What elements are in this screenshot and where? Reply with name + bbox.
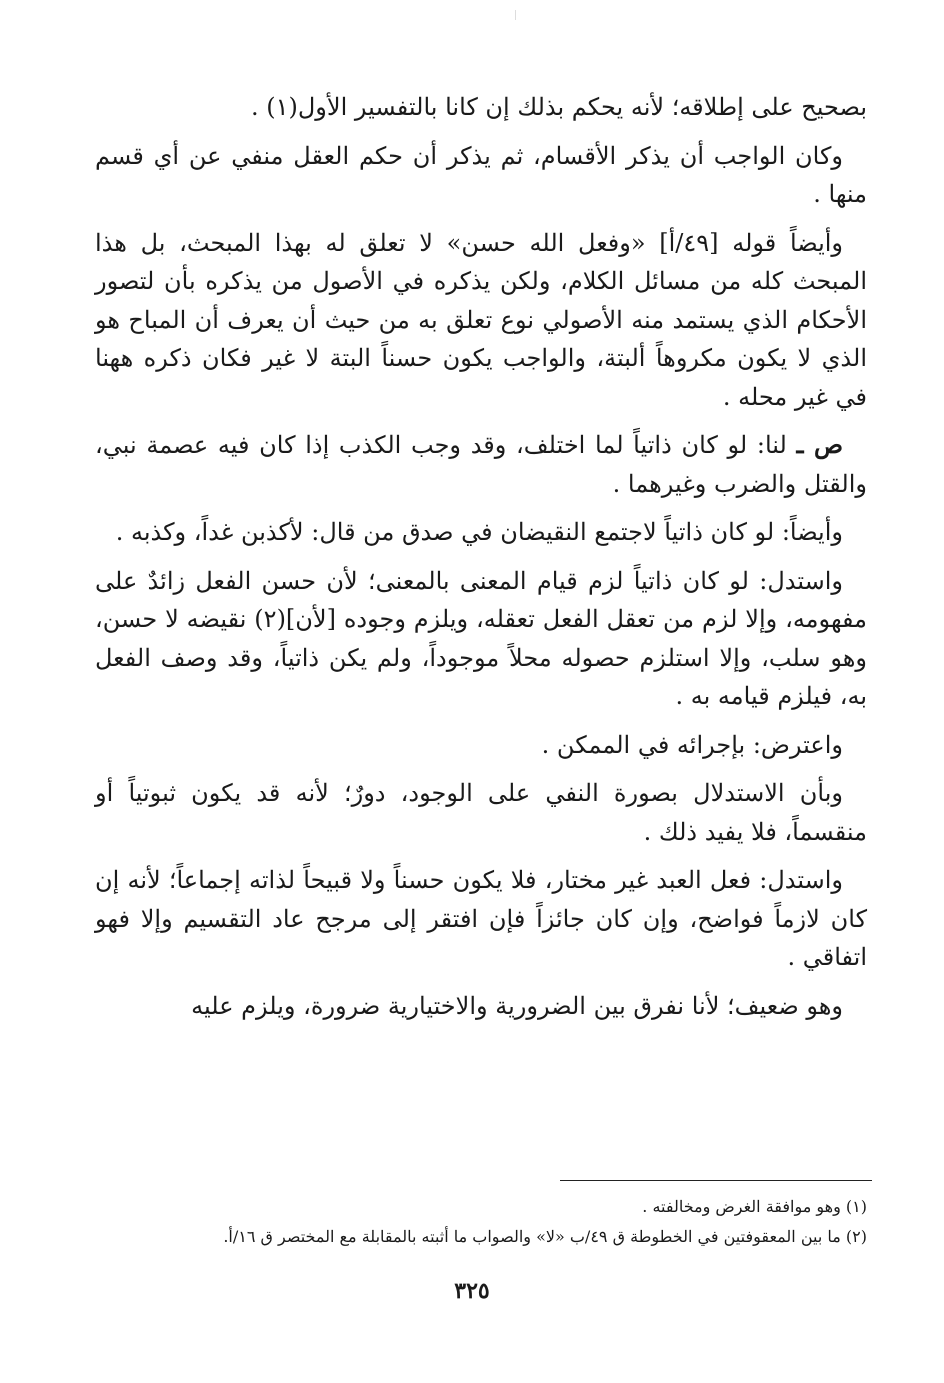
paragraph-10: وهو ضعيف؛ لأنا نفرق بين الضرورية والاختيارية ضرورة، ويلزم عليه xyxy=(191,991,843,1020)
paragraph-2: وكان الواجب أن يذكر الأقسام، ثم يذكر أن حكم العقل منفي عن أي قسم منها . xyxy=(95,141,867,208)
paragraph-4 xyxy=(95,426,867,503)
top-mark xyxy=(515,10,516,20)
footnotes xyxy=(95,1192,867,1252)
paragraph-8: وبأن الاستدلال بصورة النفي على الوجود، دورٌ؛ لأنه قد يكون ثبوتياً أو منقسماً، فلا يفيد ذلك . xyxy=(95,779,867,846)
page-number: ٣٢٥ xyxy=(454,1278,490,1304)
main-text xyxy=(95,88,867,1035)
paragraph-4-text: لنا: لو كان ذاتياً لما اختلف، وقد وجب الكذب إذا كان فيه عصمة نبي، والقتل والضرب وغيرهما . xyxy=(95,431,867,498)
paragraph-5: وأيضاً: لو كان ذاتياً لاجتمع النقيضان في صدق من قال: لأكذبن غداً، وكذبه . xyxy=(115,518,843,546)
footnote-1: (١) وهو موافقة الغرض ومخالفته . xyxy=(642,1197,867,1216)
paragraph-1: بصحيح على إطلاقه؛ لأنه يحكم بذلك إن كانا بالتفسير الأول(١) . xyxy=(250,93,867,121)
paragraph-7: واعترض: بإجرائه في الممكن . xyxy=(541,730,843,759)
paragraph-9: واستدل: فعل العبد غير مختار، فلا يكون حسناً ولا قبيحاً لذاته إجماعاً؛ لأنه إن كان لازماً فواضح، وإن كان جائزاً فإن افتقر إلى مرجح عاد التقسيم وإلا فهو اتفاقي . xyxy=(95,866,867,971)
section-tag: ص ـ xyxy=(796,430,844,459)
footnote-divider xyxy=(560,1180,872,1181)
footnote-2: (٢) ما بين المعقوفتين في الخطوطة ق ٤٩/ب «لا» والصواب ما أثبته بالمقابلة مع المختصر ق ١٦/أ. xyxy=(223,1227,867,1246)
paragraph-3: وأيضاً قوله [٤٩/أ] «وفعل الله حسن» لا تعلق له بهذا المبحث، بل هذا المبحث كله من مسائل الكلام، ولكن يذكره في الأصول من يذكره بأن لتصور الأحكام الذي يستمد منه الأصولي نوع تعلق به من حيث أن يعرف أن المباح هو الذي لا يكون مكروهاً ألبتة، والواجب يكون حسناً البتة لا غير فكان ذكره ههنا في غير محله . xyxy=(95,228,868,411)
paragraph-6: واستدل: لو كان ذاتياً لزم قيام المعنى بالمعنى؛ لأن حسن الفعل زائدٌ على مفهومه، وإلا لزم من تعقل الفعل تعقله، ويلزم وجوده [لأن](٢) نقيضه لا حسن، وهو سلب، وإلا استلزم حصوله محلاً موجوداً، ولم يكن ذاتياً، وقد وصف الفعل به، فيلزم قيامه به . xyxy=(95,566,867,710)
